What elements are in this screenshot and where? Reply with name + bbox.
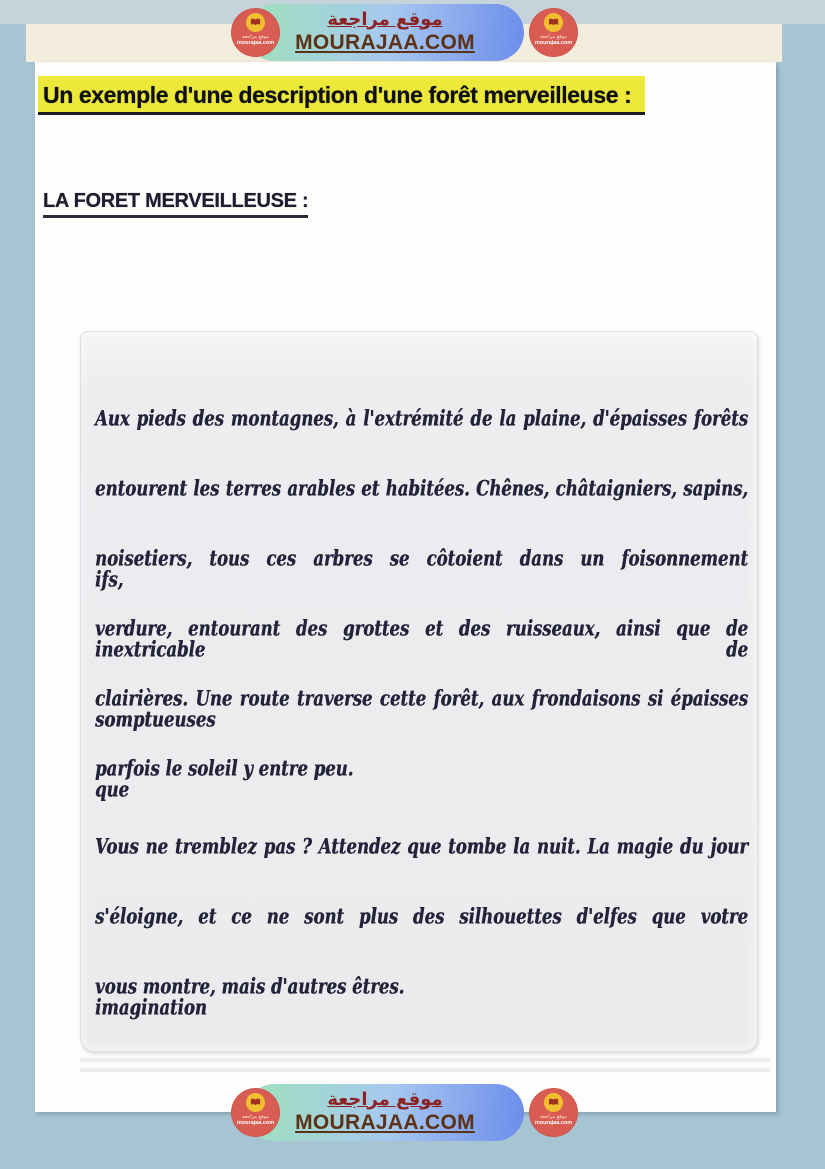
title-block: [38, 76, 645, 115]
body-text-line: verdure, entourant des grottes et des ruisseaux, ainsi que de somptueuses: [95, 616, 748, 732]
logo-site-name-ar: موقع مراجعة: [540, 1114, 567, 1120]
scan-artifact-line: [80, 1068, 770, 1072]
book-icon: [250, 1098, 261, 1107]
footer-site-banner: [0, 1080, 825, 1146]
site-name-arabic-link[interactable]: موقع مراجعة: [327, 1088, 443, 1110]
document-page: [35, 62, 776, 1112]
scan-artifact-line: [80, 1058, 770, 1062]
body-text-line: Aux pieds des montagnes, à l'extrémité de la plaine, d'épaisses forêts: [95, 406, 748, 431]
body-text-line: parfois le soleil y entre peu.: [95, 756, 354, 781]
site-domain-link[interactable]: MOURAJAA.COM: [295, 1111, 475, 1135]
body-text-line: noisetiers, tous ces arbres se côtoient dans un foisonnement inextricable de: [95, 546, 748, 662]
logo-site-domain: mourajaa.com: [534, 40, 573, 46]
logo-site-domain: mourajaa.com: [236, 1120, 275, 1126]
logo-site-name-ar: موقع مراجعة: [540, 34, 567, 40]
logo-emblem-circle: [246, 1093, 265, 1112]
body-text-line: clairières. Une route traverse cette forêt, aux frondaisons si épaisses que: [95, 686, 748, 802]
logo-site-domain: mourajaa.com: [534, 1120, 573, 1126]
site-name-arabic-link[interactable]: موقع مراجعة: [327, 8, 443, 30]
scanned-text-block: [80, 331, 758, 1052]
mourajaa-logo-badge: [231, 1088, 280, 1137]
logo-emblem-circle: [246, 13, 265, 32]
book-icon: [548, 1098, 559, 1107]
site-banner-pill: [246, 1084, 524, 1141]
page-title: Un exemple d'une description d'une forêt merveilleuse :: [38, 76, 645, 115]
mourajaa-logo-badge: [529, 8, 578, 57]
mourajaa-logo-badge: [231, 8, 280, 57]
logo-emblem-circle: [544, 1093, 563, 1112]
body-text-line: s'éloigne, et ce ne sont plus des silhouettes d'elfes que votre imagination: [95, 904, 748, 1020]
site-banner-pill: [246, 4, 524, 61]
mourajaa-logo-badge: [529, 1088, 578, 1137]
logo-site-name-ar: موقع مراجعة: [242, 1114, 269, 1120]
logo-site-domain: mourajaa.com: [236, 40, 275, 46]
logo-site-name-ar: موقع مراجعة: [242, 34, 269, 40]
site-domain-link[interactable]: MOURAJAA.COM: [295, 31, 475, 55]
logo-emblem-circle: [544, 13, 563, 32]
body-text-line: vous montre, mais d'autres êtres.: [95, 974, 405, 999]
header-site-banner: [0, 0, 825, 66]
body-text-line: entourent les terres arables et habitées. Chênes, châtaigniers, sapins, ifs,: [95, 476, 748, 592]
section-subtitle: LA FORET MERVEILLEUSE :: [43, 190, 308, 218]
body-text-line: Vous ne tremblez pas ? Attendez que tombe la nuit. La magie du jour: [95, 834, 748, 859]
book-icon: [250, 18, 261, 27]
book-icon: [548, 18, 559, 27]
